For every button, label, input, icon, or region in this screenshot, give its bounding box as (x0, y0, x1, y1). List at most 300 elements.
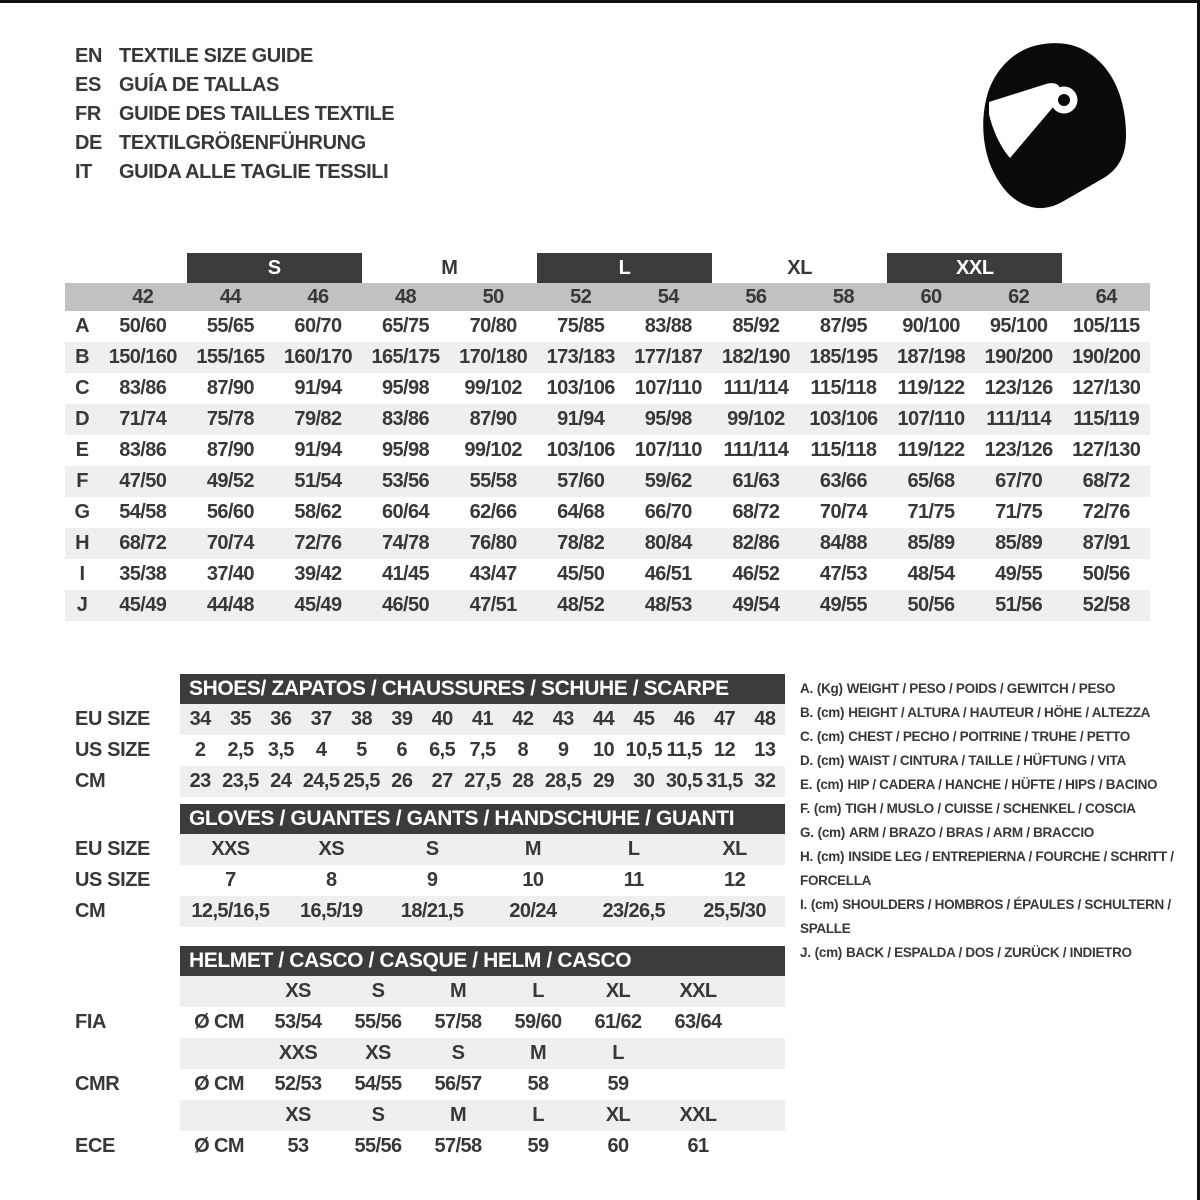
size-value: 85/92 (732, 315, 780, 337)
cell-value: 13 (754, 739, 776, 761)
size-label: M (449, 980, 467, 1002)
legend-letter: I. (800, 897, 807, 912)
size-label: S (451, 1042, 465, 1064)
size-label: XXL (679, 1104, 717, 1126)
size-value: 68/72 (1082, 470, 1130, 492)
cell-value: 32 (754, 770, 776, 792)
row-label: EU SIZE (75, 838, 150, 860)
legend-text: HEIGHT / ALTURA / HAUTEUR / HÖHE / ALTEZZA (848, 705, 1151, 720)
helmet-value-row (65, 1069, 785, 1100)
numeric-size: 54 (657, 285, 679, 308)
cell-value: 11,5 (666, 739, 702, 761)
legend-letter: A. (800, 681, 813, 696)
size-value: 95/100 (989, 315, 1048, 337)
cell-value: 23 (189, 770, 211, 792)
legend-letter: E. (800, 777, 813, 792)
size-value: 47/51 (469, 594, 517, 616)
table-title-bar (180, 674, 785, 704)
size-value: 45/50 (557, 563, 605, 585)
size-value: 127/130 (1072, 377, 1141, 399)
size-label: L (532, 980, 544, 1002)
legend-unit: (cm) (816, 849, 845, 864)
standard-values (180, 1069, 785, 1100)
size-value: 115/118 (810, 377, 877, 399)
helmet-size-row (65, 1100, 785, 1131)
cell-value: 39 (391, 708, 413, 730)
legend-item (800, 845, 1188, 893)
cell-value: 30,5 (665, 770, 703, 792)
row-label: EU SIZE (75, 708, 150, 730)
size-value: 70/74 (206, 532, 254, 554)
cell-value: 63/64 (674, 1011, 722, 1033)
size-value: 71/75 (907, 501, 955, 523)
size-label: XL (605, 980, 631, 1002)
size-value: 48/53 (644, 594, 692, 616)
size-value: 160/170 (283, 346, 352, 368)
cell-value: 61/62 (594, 1011, 642, 1033)
cell-value: 57/58 (434, 1011, 482, 1033)
size-group-xxl: XXL (887, 253, 1062, 283)
table-row (65, 766, 785, 797)
language-row (75, 158, 394, 187)
cell-value: S (425, 838, 439, 860)
cell-value: 52/53 (274, 1073, 322, 1095)
size-value: 107/110 (634, 439, 702, 461)
row-letter: I (79, 563, 85, 585)
size-value: 49/55 (819, 594, 867, 616)
cell-value: 10 (592, 739, 615, 761)
main-size-table (65, 253, 1150, 621)
size-value: 99/102 (464, 439, 522, 461)
legend-letter: J. (800, 945, 811, 960)
cell-value: 57/58 (434, 1135, 482, 1157)
size-label: XXL (679, 980, 717, 1002)
size-value: 99/102 (464, 377, 522, 399)
cell-value: 53 (287, 1135, 309, 1157)
size-value: 173/183 (546, 346, 615, 368)
legend-item (800, 893, 1188, 941)
numeric-size: 62 (1008, 285, 1030, 308)
numeric-size: 52 (570, 285, 592, 308)
cell-value: 25,5/30 (703, 900, 766, 922)
size-value: 87/90 (206, 439, 254, 461)
size-value: 103/106 (546, 377, 615, 399)
cell-value: 9 (426, 869, 438, 891)
size-value: 72/76 (294, 532, 342, 554)
cell-value: XXS (211, 838, 250, 860)
row-letter: D (75, 408, 89, 430)
size-value: 74/78 (382, 532, 430, 554)
cell-value: 6,5 (429, 739, 456, 761)
cell-value: 30 (633, 770, 655, 792)
cell-value: 27,5 (464, 770, 501, 792)
table-title: GLOVES / GUANTES / GANTS / HANDSCHUHE / GUANTI (189, 807, 735, 830)
cell-value: 20/24 (509, 900, 557, 922)
size-value: 80/84 (644, 532, 692, 554)
size-value: 75/85 (557, 315, 605, 337)
legend-letter: G. (800, 825, 814, 840)
legend-letter: F. (800, 801, 810, 816)
standard-label: CMR (75, 1073, 120, 1095)
cell-value: 18/21,5 (400, 900, 464, 922)
size-group-m: M (441, 256, 458, 279)
table-title-bar (180, 804, 785, 834)
cell-value: 36 (270, 708, 292, 730)
size-value: 107/110 (897, 408, 965, 430)
size-value: 111/114 (986, 408, 1052, 430)
size-label-row (180, 976, 785, 1007)
shoes-table (65, 674, 785, 797)
size-value: 45/49 (294, 594, 342, 616)
size-value: 123/126 (984, 377, 1053, 399)
size-value: 48/54 (907, 563, 955, 585)
cell-value: 40 (431, 708, 453, 730)
numeric-size: 64 (1095, 285, 1117, 308)
legend-text: BACK / ESPALDA / DOS / ZURÜCK / INDIETRO (845, 945, 1132, 960)
cell-value: 29 (592, 770, 615, 792)
measurement-row (65, 497, 1150, 528)
size-value: 87/95 (819, 315, 867, 337)
row-values (180, 896, 785, 927)
size-value: 46/51 (644, 563, 692, 585)
size-value: 90/100 (902, 315, 960, 337)
size-value: 52/58 (1082, 594, 1130, 616)
legend-letter: H. (800, 849, 813, 864)
size-value: 95/98 (644, 408, 692, 430)
legend-text: SHOULDERS / HOMBROS / ÉPAULES / SCHULTERN / SPALLE (800, 897, 1171, 936)
numeric-size: 56 (745, 285, 767, 308)
size-value: 51/54 (294, 470, 342, 492)
size-value: 103/106 (809, 408, 878, 430)
row-letter: H (75, 532, 89, 554)
size-label: L (532, 1104, 544, 1126)
legend-text: ARM / BRAZO / BRAS / ARM / BRACCIO (848, 825, 1095, 840)
size-value: 57/60 (557, 470, 605, 492)
legend-item (800, 821, 1188, 845)
size-value: 87/90 (469, 408, 517, 430)
legend-letter: D. (800, 753, 813, 768)
cell-value: L (627, 838, 640, 860)
legend-text: INSIDE LEG / ENTREPIERNA / FOURCHE / SCHRITT / FORCELLA (800, 849, 1174, 888)
size-value: 111/114 (723, 439, 789, 461)
cell-value: 7,5 (469, 739, 496, 761)
cell-value: 43 (552, 708, 574, 730)
top-border-line (0, 0, 1200, 3)
measurement-row (65, 373, 1150, 404)
cell-value: 31,5 (706, 770, 743, 792)
row-label: US SIZE (75, 869, 150, 891)
row-label: CM (75, 770, 106, 792)
size-value: 59/62 (644, 470, 692, 492)
size-value: 63/66 (819, 470, 867, 492)
size-value: 49/55 (995, 563, 1043, 585)
language-row (75, 42, 394, 71)
size-value: 105/115 (1072, 315, 1140, 337)
language-code: FR (75, 103, 101, 125)
size-value: 79/82 (294, 408, 342, 430)
size-value: 91/94 (557, 408, 605, 430)
legend-item (800, 677, 1188, 701)
cell-value: 27 (431, 770, 453, 792)
cell-value: 5 (356, 739, 367, 761)
measurement-row (65, 466, 1150, 497)
row-letter: F (76, 470, 88, 492)
size-value: 62/66 (469, 501, 517, 523)
size-value: 83/86 (119, 377, 167, 399)
cell-value: 11 (623, 869, 644, 891)
size-value: 111/114 (723, 377, 789, 399)
size-value: 150/160 (108, 346, 177, 368)
legend-text: TIGH / MUSLO / CUISSE / SCHENKEL / COSCIA (845, 801, 1136, 816)
cell-value: 59 (527, 1135, 549, 1157)
cell-value: 24,5 (302, 770, 340, 792)
size-value: 61/63 (732, 470, 780, 492)
helmet-value-row (65, 1007, 785, 1038)
cell-value: 16,5/19 (299, 900, 363, 922)
row-letter: B (75, 346, 89, 368)
size-label: S (371, 980, 385, 1002)
legend (800, 677, 1188, 965)
legend-item (800, 941, 1188, 965)
size-label: XS (285, 1104, 311, 1126)
cell-value: M (524, 838, 541, 860)
cell-value: 6 (396, 739, 408, 761)
size-value: 71/74 (119, 408, 167, 430)
cell-value: 23,5 (222, 770, 259, 792)
size-value: 49/54 (732, 594, 780, 616)
cell-value: 12 (713, 739, 736, 761)
cell-value: 38 (350, 708, 373, 730)
measurement-row (65, 528, 1150, 559)
size-label: L (612, 1042, 624, 1064)
size-group-xl: XL (787, 256, 813, 279)
row-letter: C (75, 377, 89, 399)
row-label: US SIZE (75, 739, 150, 761)
size-value: 72/76 (1082, 501, 1130, 523)
size-value: 103/106 (546, 439, 615, 461)
legend-unit: (cm) (814, 945, 842, 960)
legend-item (800, 701, 1188, 725)
size-label: M (529, 1042, 547, 1064)
size-value: 67/70 (995, 470, 1043, 492)
cell-value: 7 (225, 869, 236, 891)
cell-value: 59/60 (514, 1011, 562, 1033)
size-value: 60/70 (294, 315, 342, 337)
cell-value: 35 (229, 708, 252, 730)
size-value: 82/86 (732, 532, 780, 554)
size-value: 47/50 (119, 470, 167, 492)
gloves-table (65, 804, 785, 927)
cell-value: 2,5 (227, 739, 254, 761)
language-title: GUIDA ALLE TAGLIE TESSILI (119, 161, 389, 183)
size-value: 46/50 (382, 594, 430, 616)
row-letter: J (76, 594, 88, 616)
size-value: 50/56 (907, 594, 955, 616)
standard-label: FIA (75, 1011, 107, 1033)
size-value: 68/72 (732, 501, 780, 523)
size-value: 39/42 (294, 563, 342, 585)
size-value: 182/190 (721, 346, 790, 368)
legend-unit: (cm) (817, 825, 845, 840)
size-label: M (449, 1104, 467, 1126)
numeric-size: 48 (395, 285, 417, 308)
racing-helmet-icon (978, 40, 1130, 212)
language-title: TEXTILGRÖßENFÜHRUNG (119, 132, 366, 154)
size-group-row (65, 253, 1150, 283)
legend-item (800, 749, 1188, 773)
cell-value: 3,5 (267, 739, 294, 761)
size-group-l: L (537, 253, 712, 283)
measurement-row (65, 435, 1150, 466)
size-value: 37/40 (206, 563, 254, 585)
cell-value: XS (318, 838, 344, 860)
size-value: 58/62 (294, 501, 342, 523)
size-value: 87/91 (1082, 532, 1130, 554)
size-value: 95/98 (382, 439, 430, 461)
size-value: 83/88 (644, 315, 692, 337)
size-value: 123/126 (984, 439, 1053, 461)
language-code: IT (75, 161, 92, 183)
row-values (180, 865, 785, 896)
cell-value: 4 (315, 739, 327, 761)
cell-value: 61 (687, 1135, 709, 1157)
size-value: 119/122 (897, 439, 965, 461)
language-code: EN (75, 45, 102, 67)
cell-value: 8 (325, 869, 337, 891)
size-value: 190/200 (1072, 346, 1141, 368)
language-row (75, 100, 394, 129)
row-values (180, 834, 785, 865)
cell-value: 23/26,5 (602, 900, 665, 922)
cell-value: 12,5/16,5 (191, 900, 270, 922)
size-value: 91/94 (294, 377, 342, 399)
size-value: 76/80 (469, 532, 517, 554)
size-value: 44/48 (206, 594, 254, 616)
size-value: 170/180 (459, 346, 528, 368)
legend-text: WAIST / CINTURA / TAILLE / HÜFTUNG / VITA (848, 753, 1126, 768)
size-value: 107/110 (634, 377, 702, 399)
size-value: 46/52 (732, 563, 780, 585)
cell-value: 53/54 (274, 1011, 322, 1033)
size-label-row (180, 1038, 785, 1069)
row-letter: E (75, 439, 89, 461)
cell-value: 59 (607, 1073, 629, 1095)
table-row (65, 896, 785, 927)
diameter-unit: Ø CM (194, 1011, 244, 1033)
row-label: CM (75, 900, 106, 922)
standard-label: ECE (75, 1135, 115, 1157)
size-value: 85/89 (907, 532, 955, 554)
cell-value: 10,5 (625, 739, 663, 761)
size-value: 41/45 (382, 563, 430, 585)
size-value: 53/56 (382, 470, 430, 492)
cell-value: 9 (557, 739, 569, 761)
size-value: 75/78 (206, 408, 254, 430)
numeric-size: 46 (307, 285, 329, 308)
size-value: 55/58 (469, 470, 517, 492)
cell-value: 41 (471, 708, 494, 730)
measurement-row (65, 404, 1150, 435)
language-code: DE (75, 132, 102, 154)
cell-value: 56/57 (434, 1073, 482, 1095)
legend-unit: (Kg) (816, 681, 843, 696)
legend-unit: (cm) (810, 897, 839, 912)
table-row (65, 704, 785, 735)
size-value: 68/72 (119, 532, 167, 554)
legend-item (800, 725, 1188, 749)
standard-values (180, 1131, 785, 1162)
size-value: 99/102 (727, 408, 785, 430)
size-value: 60/64 (382, 501, 430, 523)
table-title-bar (180, 946, 785, 976)
size-value: 50/60 (119, 315, 167, 337)
cell-value: 28,5 (544, 770, 582, 792)
diameter-unit: Ø CM (194, 1073, 244, 1095)
table-title: SHOES/ ZAPATOS / CHAUSSURES / SCHUHE / SCARPE (189, 677, 729, 700)
cell-value: 60 (607, 1135, 629, 1157)
size-value: 177/187 (634, 346, 703, 368)
legend-item (800, 797, 1188, 821)
language-list (75, 42, 394, 187)
numeric-size: 58 (832, 285, 854, 308)
size-value: 54/58 (119, 501, 167, 523)
legend-text: WEIGHT / PESO / POIDS / GEWITCH / PESO (846, 681, 1116, 696)
size-value: 50/56 (1082, 563, 1130, 585)
measurement-row (65, 559, 1150, 590)
numeric-size: 44 (219, 285, 241, 308)
size-value: 66/70 (644, 501, 692, 523)
size-value: 85/89 (995, 532, 1043, 554)
size-value: 119/122 (897, 377, 965, 399)
size-value: 70/80 (469, 315, 517, 337)
cell-value: 58 (527, 1073, 549, 1095)
table-title: HELMET / CASCO / CASQUE / HELM / CASCO (189, 949, 632, 972)
legend-item (800, 773, 1188, 797)
size-value: 185/195 (809, 346, 878, 368)
cell-value: 42 (512, 708, 534, 730)
cell-value: 8 (517, 739, 529, 761)
cell-value: 24 (270, 770, 292, 792)
size-value: 83/86 (382, 408, 430, 430)
legend-text: CHEST / PECHO / POITRINE / TRUHE / PETTO (848, 729, 1131, 744)
legend-text: HIP / CADERA / HANCHE / HÜFTE / HIPS / BACINO (847, 777, 1158, 792)
size-value: 51/56 (995, 594, 1043, 616)
size-label: XS (285, 980, 311, 1002)
size-label-row (180, 1100, 785, 1131)
size-value: 49/52 (206, 470, 254, 492)
measurement-row (65, 342, 1150, 373)
cell-value: 47 (713, 708, 736, 730)
helmet-table (65, 946, 785, 1162)
size-value: 48/52 (557, 594, 605, 616)
cell-value: 28 (512, 770, 534, 792)
table-row (65, 865, 785, 896)
legend-unit: (cm) (816, 729, 845, 744)
language-code: ES (75, 74, 101, 96)
size-label: XL (605, 1104, 631, 1126)
cell-value: XL (722, 838, 747, 860)
row-letter: A (75, 315, 89, 337)
cell-value: 46 (673, 708, 695, 730)
cell-value: 25,5 (343, 770, 380, 792)
language-row (75, 71, 394, 100)
size-label: S (371, 1104, 385, 1126)
row-label-spacer (65, 976, 180, 1007)
size-value: 115/118 (810, 439, 877, 461)
size-value: 165/175 (371, 346, 440, 368)
cell-value: 44 (592, 708, 615, 730)
legend-unit: (cm) (816, 705, 845, 720)
